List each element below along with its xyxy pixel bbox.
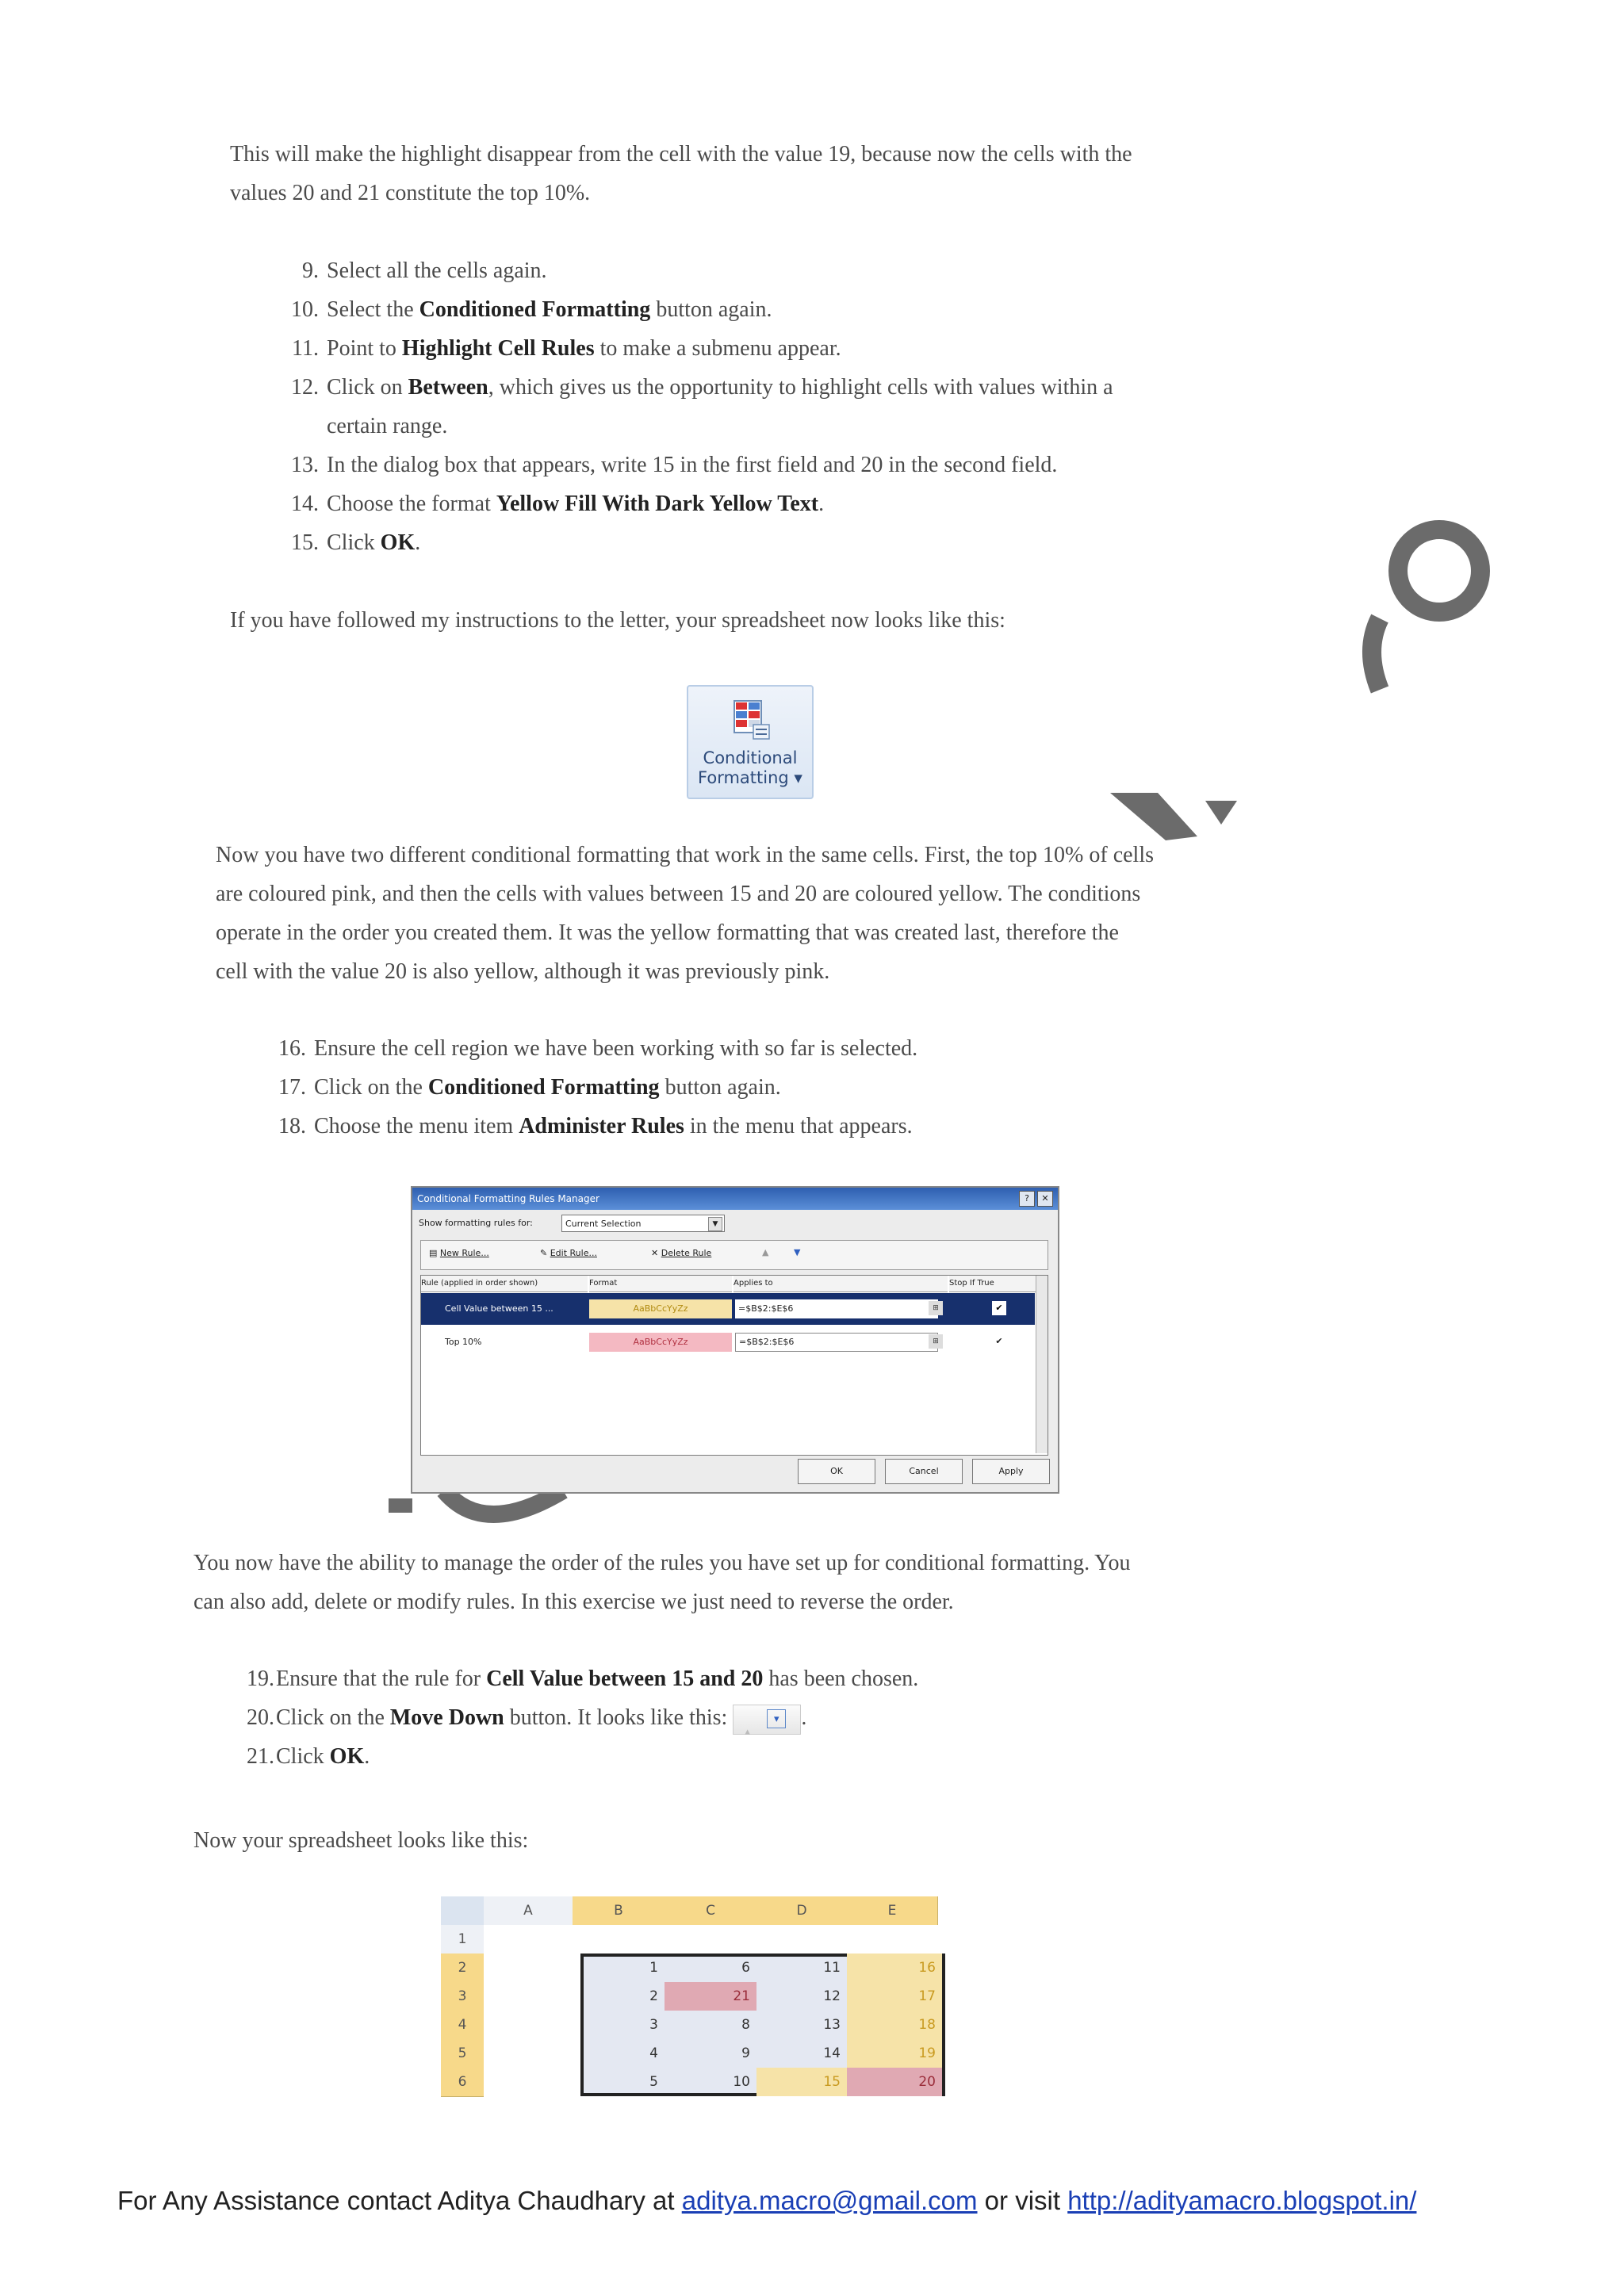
format-preview: AaBbCcYyZz [589, 1299, 732, 1318]
row-header[interactable]: 6 [441, 2068, 484, 2097]
rules-grid [420, 1275, 1048, 1456]
list-item: certain range. [327, 414, 448, 438]
rules-toolbar [420, 1240, 1048, 1270]
cell[interactable]: 13 [823, 2017, 841, 2033]
col-stop: Stop If True [949, 1276, 1048, 1292]
paragraph-line: cell with the value 20 is also yellow, although it was previously pink. [216, 959, 830, 984]
row-header[interactable]: 4 [441, 2011, 484, 2040]
column-header[interactable]: B [573, 1896, 665, 1925]
cell[interactable]: 14 [823, 2045, 841, 2061]
scrollbar[interactable] [1036, 1276, 1048, 1453]
cell[interactable]: 1 [649, 1960, 658, 1976]
paragraph-line: operate in the order you created them. It was the yellow formatting that was created last, therefore the [216, 920, 1119, 945]
steps-list-b [270, 1029, 917, 1146]
email-link[interactable]: aditya.macro@gmail.com [681, 2186, 978, 2215]
show-rules-label: Show formatting rules for: [419, 1218, 533, 1228]
list-item: 11. Point to Highlight Cell Rules to make a submenu appear. [292, 336, 841, 361]
paragraph-line: You now have the ability to manage the order of the rules you have set up for conditional formatting. You [193, 1551, 1131, 1575]
cf-label-line2: Formatting ▾ [698, 768, 802, 787]
move-up-icon[interactable]: ▲ [762, 1247, 769, 1257]
steps-list-c [246, 1659, 918, 1776]
column-header[interactable]: A [484, 1896, 573, 1925]
cancel-button[interactable]: Cancel [885, 1459, 963, 1484]
chevron-down-icon: ▼ [708, 1217, 722, 1231]
conditional-formatting-button[interactable] [687, 685, 814, 799]
row-header[interactable]: 5 [441, 2039, 484, 2068]
move-down-button-image [733, 1705, 801, 1735]
help-icon[interactable]: ? [1019, 1191, 1035, 1207]
cell[interactable]: 11 [823, 1960, 841, 1976]
intro-line: values 20 and 21 constitute the top 10%. [230, 181, 591, 205]
apply-button[interactable]: Apply [972, 1459, 1050, 1484]
cell[interactable]: 8 [741, 2017, 750, 2033]
cell[interactable]: 6 [741, 1960, 750, 1976]
delete-rule-button[interactable]: ✕ Delete Rule [651, 1248, 712, 1258]
cell[interactable]: 19 [847, 2039, 942, 2068]
close-icon[interactable]: ✕ [1037, 1191, 1053, 1207]
intro-line: This will make the highlight disappear from the cell with the value 19, because now the cells with the [230, 142, 1132, 166]
paragraph-line: are coloured pink, and then the cells with values between 15 and 20 are coloured yellow. The conditions [216, 882, 1141, 906]
footer [117, 2186, 1416, 2216]
ok-button[interactable]: OK [798, 1459, 875, 1484]
list-item: 19.Ensure that the rule for Cell Value between 15 and 20 has been chosen. [247, 1667, 919, 1691]
cell[interactable]: 21 [665, 1982, 756, 2011]
list-item: 14. Choose the format Yellow Fill With Dark Yellow Text. [291, 492, 825, 516]
dialog-title: Conditional Formatting Rules Manager [412, 1188, 1058, 1210]
row-header[interactable]: 3 [441, 1982, 484, 2011]
footer-text: or visit [977, 2186, 1068, 2215]
conditional-formatting-icon [726, 696, 774, 744]
rule-name: Cell Value between 15 ... [445, 1303, 553, 1314]
spreadsheet [441, 1896, 983, 2107]
now-looks-paragraph: Now your spreadsheet looks like this: [193, 1828, 529, 1853]
col-format: Format [589, 1276, 732, 1292]
stop-if-true-checkbox[interactable]: ✔ [995, 1336, 1003, 1346]
table-row[interactable] [421, 1326, 1035, 1358]
cell[interactable]: 18 [847, 2011, 942, 2039]
manage-paragraph [193, 1544, 1130, 1621]
cell[interactable]: 20 [847, 2068, 942, 2096]
column-header[interactable]: E [847, 1896, 938, 1925]
two-formats-paragraph [216, 836, 1154, 991]
paragraph-line: can also add, delete or modify rules. In this exercise we just need to reverse the order. [193, 1590, 954, 1614]
list-item: 20.Click on the Move Down button. It looks like this: ▴ ▾ . [246, 1698, 918, 1737]
list-item: 16. Ensure the cell region we have been working with so far is selected. [278, 1036, 918, 1061]
column-header[interactable]: C [665, 1896, 757, 1925]
cell[interactable]: 15 [756, 2068, 847, 2096]
applies-to-field[interactable]: =$B$2:$E$6 [735, 1333, 938, 1352]
paragraph-line: Now you have two different conditional formatting that work in the same cells. First, the top 10% of cells [216, 843, 1154, 867]
cell[interactable]: 4 [649, 2045, 658, 2061]
move-down-icon[interactable]: ▼ [794, 1247, 801, 1257]
list-item: 17. Click on the Conditioned Formatting button again. [278, 1075, 781, 1100]
cell[interactable]: 12 [823, 1988, 841, 2004]
cell[interactable]: 9 [741, 2045, 750, 2061]
cell[interactable]: 2 [649, 1988, 658, 2004]
cell[interactable]: 17 [847, 1982, 942, 2011]
steps-list-a [282, 251, 1113, 562]
edit-rule-button[interactable]: ✎ Edit Rule... [540, 1248, 597, 1258]
row-header[interactable]: 1 [441, 1925, 484, 1954]
rule-name: Top 10% [445, 1337, 482, 1347]
cell[interactable]: 5 [649, 2074, 658, 2090]
list-item: 21.Click OK. [247, 1744, 370, 1769]
list-item: 12. Click on Between, which gives us the opportunity to highlight cells with values within a [291, 375, 1113, 400]
row-header[interactable]: 2 [441, 1954, 484, 1983]
applies-to-field[interactable]: =$B$2:$E$6 [735, 1299, 938, 1318]
list-item: 18. Choose the menu item Administer Rules in the menu that appears. [278, 1114, 913, 1138]
cell[interactable]: 3 [649, 2017, 658, 2033]
move-up-icon: ▴ [745, 1724, 750, 1737]
footer-text: For Any Assistance contact Aditya Chaudhary at [117, 2186, 682, 2215]
intro-paragraph [230, 135, 1132, 212]
followed-paragraph: If you have followed my instructions to the letter, your spreadsheet now looks like this: [230, 608, 1005, 633]
range-picker-icon[interactable]: ⊞ [929, 1301, 943, 1315]
move-down-icon: ▾ [767, 1709, 786, 1728]
cell[interactable]: 10 [733, 2074, 750, 2090]
show-rules-select[interactable] [561, 1215, 725, 1232]
range-picker-icon[interactable]: ⊞ [929, 1334, 943, 1349]
blog-link[interactable]: http://adityamacro.blogspot.in/ [1067, 2186, 1417, 2215]
list-item: 10. Select the Conditioned Formatting button again. [291, 297, 772, 322]
column-header[interactable]: D [756, 1896, 848, 1925]
cell[interactable]: 16 [847, 1954, 942, 1982]
col-applies: Applies to [733, 1276, 948, 1292]
show-rules-value: Current Selection [565, 1219, 642, 1229]
select-all-corner[interactable] [441, 1896, 485, 1925]
list-item: 13. In the dialog box that appears, write 15 in the first field and 20 in the second field. [291, 453, 1058, 477]
list-item: 9. Select all the cells again. [302, 258, 547, 283]
window-controls [1019, 1191, 1053, 1207]
col-rule: Rule (applied in order shown) [421, 1276, 588, 1292]
stop-if-true-checkbox[interactable]: ✔ [992, 1301, 1006, 1315]
new-rule-button[interactable]: ▤ New Rule... [429, 1248, 489, 1258]
cf-label-line1: Conditional [703, 748, 798, 767]
format-preview: AaBbCcYyZz [589, 1333, 732, 1352]
table-row[interactable] [421, 1293, 1035, 1325]
list-item: 15. Click OK. [291, 530, 421, 555]
rules-manager-dialog [411, 1186, 1059, 1494]
